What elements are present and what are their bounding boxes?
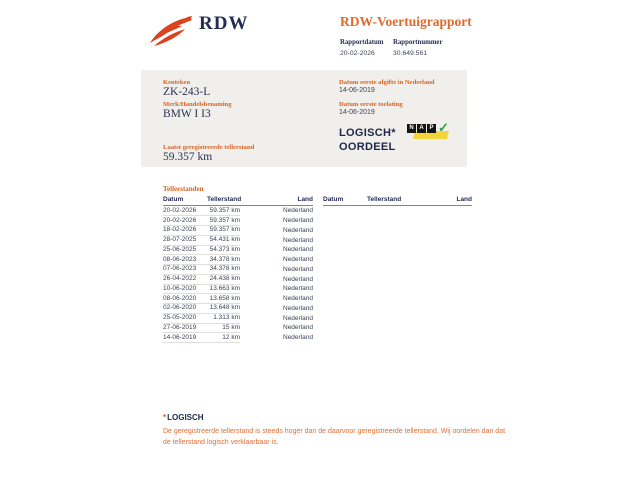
- cell-tellerstand: 34.378 km: [207, 254, 240, 265]
- cell-datum: 10-06-2020: [163, 284, 207, 295]
- page-title: RDW-Voertuigrapport: [340, 14, 472, 29]
- cell-tellerstand: 59.357 km: [207, 206, 240, 217]
- nap-checkmark-icon: ✓: [438, 120, 449, 135]
- report-number-label: Rapportnummer: [393, 39, 443, 46]
- cell-tellerstand: 15 km: [207, 323, 240, 334]
- col-header-land: Land: [297, 196, 313, 203]
- cell-tellerstand: 13.663 km: [207, 284, 240, 295]
- tellerstanden-heading: Tellerstanden: [163, 185, 204, 193]
- cell-tellerstand: 24.438 km: [207, 274, 240, 285]
- cell-land: Nederland: [283, 275, 313, 283]
- cell-land: Nederland: [283, 314, 313, 322]
- cell-land: Nederland: [283, 295, 313, 303]
- laatste-tellerstand-value: 59.357 km: [163, 151, 213, 163]
- table-header-row: [323, 196, 472, 206]
- cell-tellerstand: 34.378 km: [207, 264, 240, 275]
- cell-datum: 14-06-2019: [163, 332, 207, 343]
- merk-label: Merk/Handelsbenaming: [163, 101, 232, 108]
- table-body: [163, 206, 313, 343]
- table-header-row: [163, 196, 313, 206]
- cell-datum: 18-02-2026: [163, 225, 207, 236]
- afgifte-label: Datum eerste afgifte in Nederland: [339, 79, 435, 86]
- cell-datum: 08-06-2020: [163, 293, 207, 304]
- rdw-logo: [149, 12, 248, 48]
- kenteken-value: ZK-243-L: [163, 86, 211, 98]
- report-date-value: 20-02-2026: [340, 50, 375, 57]
- vehicle-info-panel: [141, 70, 467, 167]
- cell-datum: 07-06-2023: [163, 264, 207, 275]
- col-header-tellerstand: Tellerstand: [367, 196, 402, 203]
- kenteken-label: Kenteken: [163, 79, 191, 86]
- rdw-logo-text: RDW: [199, 13, 249, 34]
- cell-land: Nederland: [283, 217, 313, 225]
- col-header-datum: Datum: [163, 196, 184, 203]
- cell-land: Nederland: [283, 324, 313, 332]
- col-header-land: Land: [456, 196, 472, 203]
- cell-datum: 26-04-2022: [163, 274, 207, 285]
- cell-land: Nederland: [283, 256, 313, 264]
- report-date: [340, 38, 383, 58]
- merk-value: BMW I I3: [163, 108, 211, 120]
- nap-logo: [407, 120, 453, 141]
- footnote-text: De geregistreerde tellerstand is steeds hoger dan de daarvoor geregistreerde tellerstand. Wij oordelen dan dat de tellerstand logisch verklaarbaar is.: [163, 428, 506, 446]
- cell-datum: 25-05-2020: [163, 313, 207, 324]
- tellerstanden-table-right: [323, 196, 472, 206]
- col-header-datum: Datum: [323, 196, 344, 203]
- col-header-tellerstand: Tellerstand: [207, 196, 242, 203]
- footnote-title: [163, 413, 513, 422]
- cell-land: Nederland: [283, 285, 313, 293]
- rdw-bird-icon: [149, 12, 193, 48]
- footnote-title-text: LOGISCH: [167, 413, 204, 422]
- cell-tellerstand: 54.373 km: [207, 245, 240, 256]
- cell-datum: 02-06-2020: [163, 303, 207, 314]
- cell-land: Nederland: [283, 207, 313, 215]
- nap-letter-p: P: [427, 124, 436, 133]
- cell-land: Nederland: [283, 265, 313, 273]
- cell-datum: 25-06-2025: [163, 245, 207, 256]
- nap-letter-n: N: [407, 124, 416, 133]
- report-number: [393, 38, 442, 58]
- cell-tellerstand: 59.357 km: [207, 215, 240, 226]
- cell-land: Nederland: [283, 226, 313, 234]
- cell-tellerstand: 13.658 km: [207, 293, 240, 304]
- oordeel-line2: OORDEEL: [339, 140, 396, 153]
- cell-tellerstand: 59.357 km: [207, 225, 240, 236]
- nap-letter-a: A: [417, 124, 426, 133]
- cell-tellerstand: 54.431 km: [207, 235, 240, 246]
- table-row: [163, 333, 313, 343]
- cell-land: Nederland: [283, 236, 313, 244]
- cell-datum: 20-02-2026: [163, 215, 207, 226]
- cell-datum: 28-07-2025: [163, 235, 207, 246]
- tellerstanden-table-left: [163, 196, 313, 343]
- toelating-value: 14-06-2019: [339, 109, 375, 116]
- report-date-label: Rapportdatum: [340, 39, 384, 46]
- cell-tellerstand: 13.648 km: [207, 303, 240, 314]
- cell-land: Nederland: [283, 304, 313, 312]
- cell-tellerstand: 12 km: [207, 332, 240, 343]
- cell-datum: 27-06-2019: [163, 323, 207, 334]
- laatste-tellerstand-label: Laatst geregistreerde tellerstand: [163, 144, 255, 151]
- oordeel-line1: LOGISCH*: [339, 127, 396, 139]
- report-number-value: 30.649.561: [393, 50, 428, 57]
- cell-datum: 20-02-2026: [163, 206, 207, 217]
- footnote-asterisk: *: [163, 413, 167, 422]
- logisch-oordeel-text: [339, 127, 396, 154]
- cell-land: Nederland: [283, 246, 313, 254]
- logisch-footnote: [163, 413, 513, 448]
- afgifte-value: 14-06-2019: [339, 87, 375, 94]
- cell-datum: 08-06-2023: [163, 254, 207, 265]
- cell-tellerstand: 1.313 km: [207, 313, 240, 324]
- cell-land: Nederland: [283, 334, 313, 342]
- toelating-label: Datum eerste toelating: [339, 101, 403, 108]
